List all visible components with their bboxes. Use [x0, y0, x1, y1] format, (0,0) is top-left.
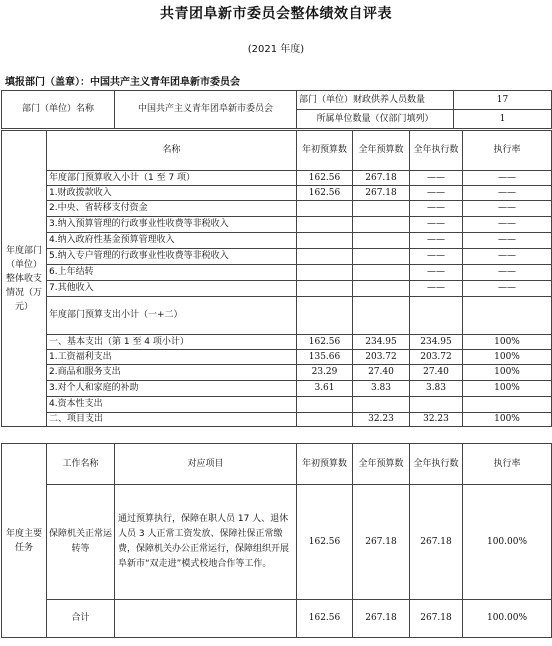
- row-rate: ——: [463, 217, 552, 233]
- row-full: 267.18: [353, 171, 410, 186]
- row-full: 27.40: [353, 365, 410, 381]
- row-exec: ——: [410, 281, 463, 297]
- row-full: 32.23: [353, 413, 410, 427]
- task-full: 267.18: [353, 485, 410, 600]
- row-exec: 27.40: [410, 365, 463, 381]
- col-header-name: 名称: [47, 131, 297, 171]
- row-rate: 100%: [463, 413, 552, 427]
- row-rate: 100%: [463, 381, 552, 397]
- row-exec: 203.72: [410, 350, 463, 365]
- row-rate: ——: [463, 201, 552, 217]
- row-initial: [297, 281, 353, 297]
- row-exec: ——: [410, 171, 463, 186]
- budget-row: [2, 297, 552, 335]
- row-name: 1.财政拨款收入: [47, 186, 297, 201]
- row-initial: 23.29: [297, 365, 353, 381]
- row-full: [353, 233, 410, 249]
- total-full: 267.18: [353, 600, 410, 638]
- task-exec: 267.18: [410, 485, 463, 600]
- report-year: (2021 年度): [247, 44, 305, 55]
- total-label: 合计: [47, 600, 115, 638]
- row-initial: 135.66: [297, 350, 353, 365]
- section1-side-label: 年度部门（单位）整体收支情况（万元）: [2, 131, 47, 427]
- row-initial: [297, 217, 353, 233]
- budget-row: [2, 171, 552, 186]
- col-header-item: 对应项目: [115, 444, 297, 485]
- staff-value: 17: [454, 91, 552, 110]
- task-initial: 162.56: [297, 485, 353, 600]
- budget-row: [2, 249, 552, 265]
- row-exec: ——: [410, 249, 463, 265]
- row-full: 203.72: [353, 350, 410, 365]
- col-header-exec-2: 全年执行数: [410, 444, 463, 485]
- budget-row: [2, 281, 552, 297]
- row-initial: [297, 297, 353, 335]
- budget-row: [2, 335, 552, 350]
- row-name: 4.纳入政府性基金预算管理收入: [47, 233, 297, 249]
- row-name: 年度部门预算收入小计（1 至 7 项）: [47, 171, 297, 186]
- dept-name: 中国共产主义青年团阜新市委员会: [115, 91, 297, 129]
- row-exec: 3.83: [410, 381, 463, 397]
- row-exec: ——: [410, 233, 463, 249]
- dept-label: 部门（单位）名称: [2, 91, 115, 129]
- budget-row: [2, 365, 552, 381]
- subunit-label: 所属单位数量（仅部门填列）: [297, 110, 454, 129]
- row-rate: ——: [463, 281, 552, 297]
- row-exec: [410, 297, 463, 335]
- row-rate: ——: [463, 249, 552, 265]
- row-exec: 234.95: [410, 335, 463, 350]
- row-initial: 162.56: [297, 186, 353, 201]
- row-name: 年度部门预算支出小计（一+二）: [47, 297, 297, 335]
- budget-row: [2, 217, 552, 233]
- row-name: 3.纳入预算管理的行政事业性收费等非税收入: [47, 217, 297, 233]
- budget-row: [2, 397, 552, 413]
- col-header-exec: 全年执行数: [410, 131, 463, 171]
- row-exec: 32.23: [410, 413, 463, 427]
- total-initial: 162.56: [297, 600, 353, 638]
- row-name: 二、项目支出: [47, 413, 297, 427]
- budget-row: [2, 265, 552, 281]
- row-exec: [410, 397, 463, 413]
- row-initial: 162.56: [297, 335, 353, 350]
- task-name: 保障机关正常运转等: [47, 485, 115, 600]
- page-title: 共青团阜新市委员会整体绩效自评表: [160, 6, 392, 22]
- row-initial: [297, 413, 353, 427]
- subunit-value: 1: [454, 110, 552, 129]
- row-name: 6.上年结转: [47, 265, 297, 281]
- col-header-rate: 执行率: [463, 131, 552, 171]
- row-initial: 162.56: [297, 171, 353, 186]
- row-full: [353, 249, 410, 265]
- row-initial: [297, 265, 353, 281]
- task-table: [1, 443, 552, 638]
- total-exec: 267.18: [410, 600, 463, 638]
- task-item: 通过预算执行，保障在职人员 17 人、退休人员 3 人正常工资发放、保障社保正常缴费，保障机关办公正常运行，保障组织开展阜新市“双走进”模式校地合作等工作。: [115, 485, 297, 600]
- row-full: [353, 397, 410, 413]
- filing-unit: 填报部门（盖章）：中国共产主义青年团阜新市委员会: [5, 77, 240, 88]
- row-name: 一、基本支出（第 1 至 4 项小计）: [47, 335, 297, 350]
- row-full: [353, 217, 410, 233]
- col-header-task: 工作名称: [47, 444, 115, 485]
- staff-label: 部门（单位）财政供养人员数量: [297, 91, 454, 110]
- col-header-full-2: 全年预算数: [353, 444, 410, 485]
- row-full: [353, 201, 410, 217]
- total-rate: 100.00%: [463, 600, 552, 638]
- row-name: 7.其他收入: [47, 281, 297, 297]
- row-rate: 100%: [463, 365, 552, 381]
- row-rate: [463, 297, 552, 335]
- row-exec: ——: [410, 265, 463, 281]
- col-header-initial-2: 年初预算数: [297, 444, 353, 485]
- total-item: [115, 600, 297, 638]
- row-rate: ——: [463, 265, 552, 281]
- row-full: [353, 297, 410, 335]
- col-header-initial: 年初预算数: [297, 131, 353, 171]
- row-initial: 3.61: [297, 381, 353, 397]
- row-name: 1.工资福利支出: [47, 350, 297, 365]
- row-name: 2.商品和服务支出: [47, 365, 297, 381]
- row-rate: [463, 397, 552, 413]
- row-rate: ——: [463, 186, 552, 201]
- row-name: 3.对个人和家庭的补助: [47, 381, 297, 397]
- header-table: [1, 90, 552, 129]
- row-full: 234.95: [353, 335, 410, 350]
- col-header-rate-2: 执行率: [463, 444, 552, 485]
- section2-side-label: 年度主要任务: [2, 444, 47, 638]
- budget-row: [2, 350, 552, 365]
- row-rate: 100%: [463, 335, 552, 350]
- row-initial: [297, 397, 353, 413]
- budget-table: [1, 130, 552, 427]
- row-exec: ——: [410, 186, 463, 201]
- row-initial: [297, 233, 353, 249]
- row-rate: 100%: [463, 350, 552, 365]
- budget-row: [2, 186, 552, 201]
- budget-row: [2, 381, 552, 397]
- row-name: 2.中央、省转移支付资金: [47, 201, 297, 217]
- col-header-full: 全年预算数: [353, 131, 410, 171]
- row-rate: ——: [463, 233, 552, 249]
- row-full: [353, 281, 410, 297]
- row-full: [353, 265, 410, 281]
- budget-row: [2, 233, 552, 249]
- task-rate: 100.00%: [463, 485, 552, 600]
- row-initial: [297, 201, 353, 217]
- row-rate: ——: [463, 171, 552, 186]
- budget-row: [2, 201, 552, 217]
- row-exec: ——: [410, 217, 463, 233]
- budget-row: [2, 413, 552, 427]
- row-name: 5.纳入专户管理的行政事业性收费等非税收入: [47, 249, 297, 265]
- row-full: 267.18: [353, 186, 410, 201]
- row-initial: [297, 249, 353, 265]
- row-name: 4.资本性支出: [47, 397, 297, 413]
- row-exec: ——: [410, 201, 463, 217]
- row-full: 3.83: [353, 381, 410, 397]
